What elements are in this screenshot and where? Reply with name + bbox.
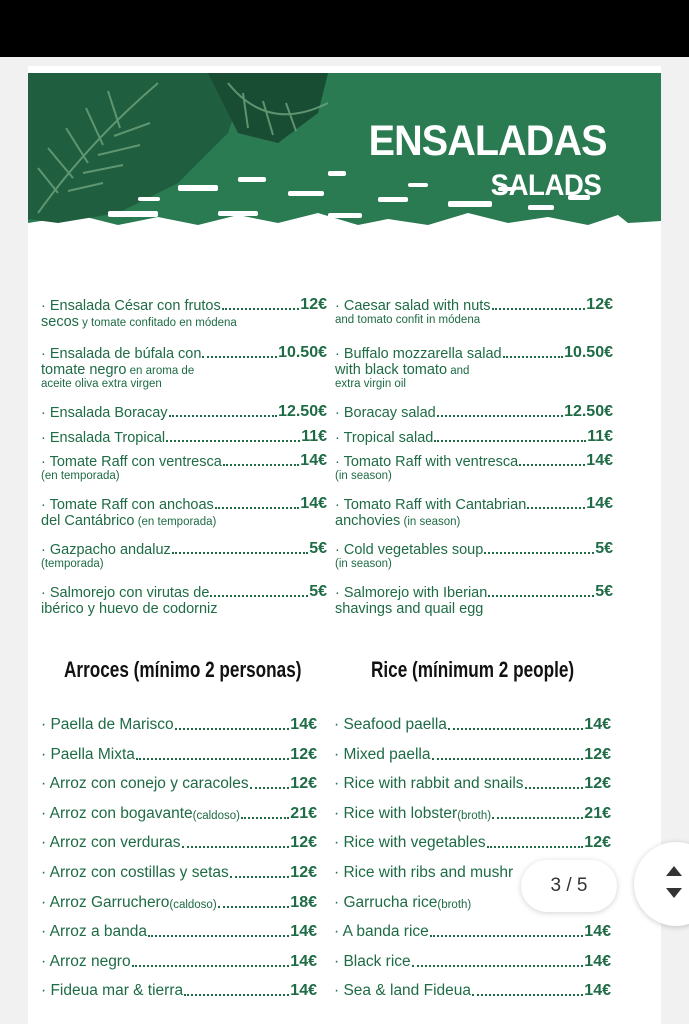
menu-item — [41, 775, 317, 793]
menu-item-row — [335, 428, 613, 446]
menu-item-detail-part: y tomate confitado en módena — [78, 317, 237, 329]
menu-item-price: 12€ — [586, 296, 613, 313]
dot-leader — [488, 595, 594, 597]
menu-item-detail — [335, 513, 613, 529]
menu-item-detail-part: (en temporada) — [41, 470, 120, 482]
menu-item — [41, 923, 317, 941]
menu-item-detail-part: ibérico y huevo de codorniz — [41, 601, 218, 617]
menu-item-row — [41, 495, 327, 513]
menu-item — [334, 716, 611, 734]
menu-item — [335, 495, 613, 529]
dot-leader — [172, 552, 308, 554]
dot-leader — [136, 758, 289, 760]
menu-item-detail: extra virgin oil — [335, 378, 406, 390]
menu-item-name: · Rice with vegetables — [334, 834, 486, 852]
menu-item — [334, 775, 611, 793]
rice-heading-en: Rice (mínimum 2 people) — [371, 657, 575, 682]
menu-item-detail — [335, 470, 613, 482]
menu-item-row — [334, 716, 611, 734]
menu-item-row — [334, 923, 611, 941]
menu-item-price: 14€ — [300, 452, 327, 469]
menu-item-row — [41, 452, 327, 470]
dot-leader — [175, 728, 290, 730]
menu-item-row — [334, 746, 611, 764]
menu-item-price: 12.50€ — [564, 403, 613, 420]
menu-item-name: · Rice with rabbit and snails — [334, 775, 524, 793]
menu-item-detail — [41, 314, 327, 330]
menu-item — [335, 344, 613, 390]
dot-leader — [430, 935, 584, 937]
menu-item-price: 12€ — [290, 864, 317, 881]
menu-item-row — [41, 864, 317, 882]
menu-item-price: 14€ — [584, 982, 611, 1000]
menu-item-row — [41, 805, 317, 823]
menu-item-name: · Arroz Garruchero — [41, 893, 170, 911]
menu-item — [335, 540, 613, 570]
menu-item-price: 5€ — [595, 540, 613, 557]
menu-item-detail — [335, 558, 613, 570]
menu-item-price: 5€ — [309, 540, 327, 557]
dot-leader — [215, 507, 300, 509]
menu-item-name: · Arroz a banda — [41, 923, 147, 941]
menu-item-price: 14€ — [584, 952, 611, 970]
dot-leader — [250, 787, 290, 789]
menu-item-name: · Rice with lobster — [334, 804, 458, 822]
menu-item-name: · Boracay salad — [335, 405, 436, 421]
dot-leader — [432, 758, 584, 760]
menu-item-detail — [41, 558, 327, 570]
menu-item-name: · Arroz con conejo y caracoles — [41, 775, 249, 793]
menu-item-detail-part: (in season) — [335, 558, 392, 570]
menu-item-row — [334, 805, 611, 823]
menu-item-detail — [41, 362, 327, 378]
menu-item-detail-part: (temporada) — [41, 558, 104, 570]
menu-item-name: · Ensalada de búfala con — [41, 346, 202, 362]
dot-leader — [169, 415, 278, 417]
menu-item-detail-part: anchovies — [335, 513, 401, 529]
menu-item — [41, 344, 327, 390]
menu-item-row — [41, 775, 317, 793]
menu-item-row — [335, 344, 613, 362]
dot-leader — [487, 846, 584, 848]
dot-leader — [182, 846, 290, 848]
menu-item — [41, 540, 327, 570]
menu-item-note: (broth) — [457, 809, 492, 822]
menu-item-row — [41, 982, 317, 1000]
dot-leader — [241, 817, 289, 819]
menu-item-price: 21€ — [290, 804, 317, 822]
dot-leader — [448, 728, 583, 730]
dot-leader — [166, 440, 300, 442]
menu-item-detail — [335, 314, 613, 326]
menu-item-detail — [335, 601, 613, 617]
menu-item-name: · Salmorejo con virutas de — [41, 585, 210, 601]
menu-item-detail — [41, 513, 327, 529]
menu-item-detail-part: tomate negro — [41, 362, 127, 378]
menu-item-name: · Garrucha rice — [334, 893, 438, 911]
menu-item-note: (caldoso) — [192, 809, 240, 822]
menu-item-price: 12€ — [584, 775, 611, 793]
menu-item-row — [41, 894, 317, 912]
dot-leader — [184, 994, 289, 996]
menu-item-name: · Ensalada Tropical — [41, 430, 166, 446]
menu-item-name: · Black rice — [334, 952, 411, 970]
menu-item-row — [335, 540, 613, 558]
menu-item-row — [41, 344, 327, 362]
menu-item-row — [41, 540, 327, 558]
menu-item-row — [41, 746, 317, 764]
menu-item — [41, 296, 327, 330]
menu-item-price: 14€ — [290, 716, 317, 733]
menu-item-name: · Tomato Raff with Cantabrian — [335, 497, 527, 513]
menu-item-note: (caldoso) — [169, 898, 217, 911]
menu-item-detail-part: shavings and quail egg — [335, 601, 484, 617]
menu-item-price: 12€ — [584, 745, 611, 763]
menu-item-row — [335, 403, 613, 421]
dot-leader — [148, 935, 289, 937]
menu-item-row — [335, 452, 613, 470]
menu-item-row — [334, 982, 611, 1000]
salads-banner — [28, 73, 661, 228]
menu-item-row — [335, 495, 613, 513]
menu-item-row — [334, 775, 611, 793]
menu-item — [41, 953, 317, 971]
menu-item-detail-part: and — [447, 365, 470, 377]
menu-item-price: 14€ — [586, 495, 613, 512]
menu-item-price: 14€ — [300, 495, 327, 512]
menu-item-row — [334, 834, 611, 852]
menu-item-name: · A banda rice — [334, 923, 429, 941]
menu-item — [41, 864, 317, 882]
menu-item-price: 12€ — [300, 296, 327, 313]
menu-item-name: · Sea & land Fideua — [334, 982, 472, 1000]
menu-item-price: 18€ — [290, 893, 317, 911]
menu-item-detail-part: secos — [41, 314, 79, 330]
menu-item — [335, 452, 613, 482]
menu-item-price: 10.50€ — [278, 344, 327, 361]
chevron-down-icon[interactable] — [666, 888, 682, 898]
menu-item — [335, 296, 613, 326]
menu-item — [41, 834, 317, 852]
menu-item-detail-part: del Cantábrico — [41, 513, 135, 529]
dot-leader — [132, 965, 290, 967]
rice-heading-es: Arroces (mínimo 2 personas) — [64, 657, 302, 682]
title-en: SALADS — [490, 169, 601, 202]
menu-item-detail-part: en aroma de — [126, 365, 195, 377]
page-indicator: 3 / 5 — [521, 860, 617, 912]
menu-item-row — [41, 403, 327, 421]
menu-item-price: 5€ — [309, 583, 327, 600]
menu-item-row — [334, 953, 611, 971]
dot-leader — [222, 308, 300, 310]
menu-item-name: · Paella Mixta — [41, 745, 135, 763]
menu-item-detail — [41, 470, 327, 482]
menu-item-name: · Arroz con verduras — [41, 834, 181, 852]
menu-item-name: · Cold vegetables soup — [335, 542, 484, 558]
menu-item-name: · Gazpacho andaluz — [41, 542, 171, 558]
menu-item — [41, 452, 327, 482]
menu-item — [334, 923, 611, 941]
menu-item-name: · Ensalada César con frutos — [41, 298, 221, 314]
menu-item-note: (broth) — [437, 898, 472, 911]
dot-leader — [412, 965, 584, 967]
menu-item — [334, 746, 611, 764]
menu-item-name: · Arroz negro — [41, 952, 131, 970]
dot-leader — [210, 595, 308, 597]
menu-item-price: 12€ — [290, 775, 317, 793]
dot-leader — [218, 906, 290, 908]
menu-item — [41, 583, 327, 617]
dot-leader — [230, 876, 290, 878]
menu-item — [41, 428, 327, 446]
dot-leader — [434, 440, 586, 442]
dot-leader — [223, 464, 299, 466]
menu-item — [335, 428, 613, 446]
menu-item — [335, 403, 613, 421]
menu-item-name: · Arroz con costillas y setas — [41, 864, 229, 881]
dot-leader — [437, 415, 563, 417]
dot-leader — [492, 817, 583, 819]
dot-leader — [472, 994, 583, 996]
menu-item-name: · Tropical salad — [335, 430, 434, 446]
menu-item-price: 12.50€ — [278, 403, 327, 420]
menu-item — [41, 746, 317, 764]
menu-item-detail-part: (in season) — [335, 470, 392, 482]
menu-item-detail — [41, 601, 327, 617]
menu-item — [41, 805, 317, 823]
menu-item-price: 5€ — [595, 583, 613, 600]
menu-item-price: 21€ — [584, 804, 611, 822]
menu-item-name: · Arroz con bogavante — [41, 804, 193, 822]
menu-item-name: · Salmorejo with Iberian — [335, 585, 488, 601]
menu-item-name: · Ensalada Boracay — [41, 405, 168, 421]
menu-item-name: · Mixed paella — [334, 745, 431, 763]
menu-item-detail-part: with black tomato — [335, 362, 448, 378]
menu-item-row — [41, 834, 317, 852]
dot-leader — [503, 356, 563, 358]
menu-item — [335, 583, 613, 617]
menu-item — [41, 716, 317, 734]
menu-item-price: 11€ — [301, 428, 327, 445]
menu-item-name: · Rice with ribs and mushr — [334, 864, 514, 881]
menu-item-price: 12€ — [290, 745, 317, 763]
menu-item-row — [41, 583, 327, 601]
menu-item-name: · Tomato Raff with ventresca — [335, 454, 519, 470]
menu-item — [41, 982, 317, 1000]
menu-item-row — [41, 923, 317, 941]
dot-leader — [525, 787, 584, 789]
menu-item-detail-part: and tomato confit in módena — [335, 314, 481, 326]
menu-item — [334, 953, 611, 971]
menu-item-price: 11€ — [587, 428, 613, 445]
menu-item-price: 14€ — [290, 923, 317, 941]
menu-item-price: 10.50€ — [564, 344, 613, 361]
status-bar — [0, 0, 689, 57]
menu-item — [334, 834, 611, 852]
dot-leader — [202, 356, 277, 358]
title-es: ENSALADAS — [369, 117, 607, 165]
menu-item-row — [41, 428, 327, 446]
menu-item-price: 14€ — [586, 452, 613, 469]
menu-item-price: 14€ — [290, 982, 317, 1000]
menu-item — [334, 805, 611, 823]
menu-item-row — [41, 953, 317, 971]
menu-item — [41, 894, 317, 912]
menu-item — [334, 982, 611, 1000]
menu-item-row — [41, 296, 327, 314]
menu-item — [41, 495, 327, 529]
dot-leader — [527, 507, 585, 509]
menu-item-name: · Caesar salad with nuts — [335, 298, 491, 314]
menu-item-row — [335, 296, 613, 314]
menu-item-name: · Fideua mar & tierra — [41, 982, 184, 1000]
menu-item-row — [41, 716, 317, 734]
menu-item-price: 12€ — [584, 834, 611, 852]
dot-leader — [519, 464, 585, 466]
menu-item-detail — [335, 362, 613, 378]
menu-item-name: · Buffalo mozzarella salad — [335, 346, 502, 362]
menu-item-name: · Tomate Raff con ventresca — [41, 454, 222, 470]
dot-leader — [492, 308, 586, 310]
menu-item-name: · Seafood paella — [334, 716, 447, 733]
chevron-up-icon[interactable] — [666, 866, 682, 876]
menu-item-price: 14€ — [584, 923, 611, 941]
menu-item-detail-part: (in season) — [400, 516, 461, 528]
menu-item-name: · Tomate Raff con anchoas — [41, 497, 214, 513]
menu-item-name: · Paella de Marisco — [41, 716, 174, 733]
menu-item-price: 14€ — [584, 716, 611, 733]
menu-item-price: 12€ — [290, 834, 317, 852]
menu-item-detail-part: (en temporada) — [134, 516, 217, 528]
menu-item-price: 14€ — [290, 952, 317, 970]
menu-item-detail: aceite oliva extra virgen — [41, 378, 162, 390]
menu-item — [41, 403, 327, 421]
dot-leader — [484, 552, 594, 554]
menu-item-row — [335, 583, 613, 601]
